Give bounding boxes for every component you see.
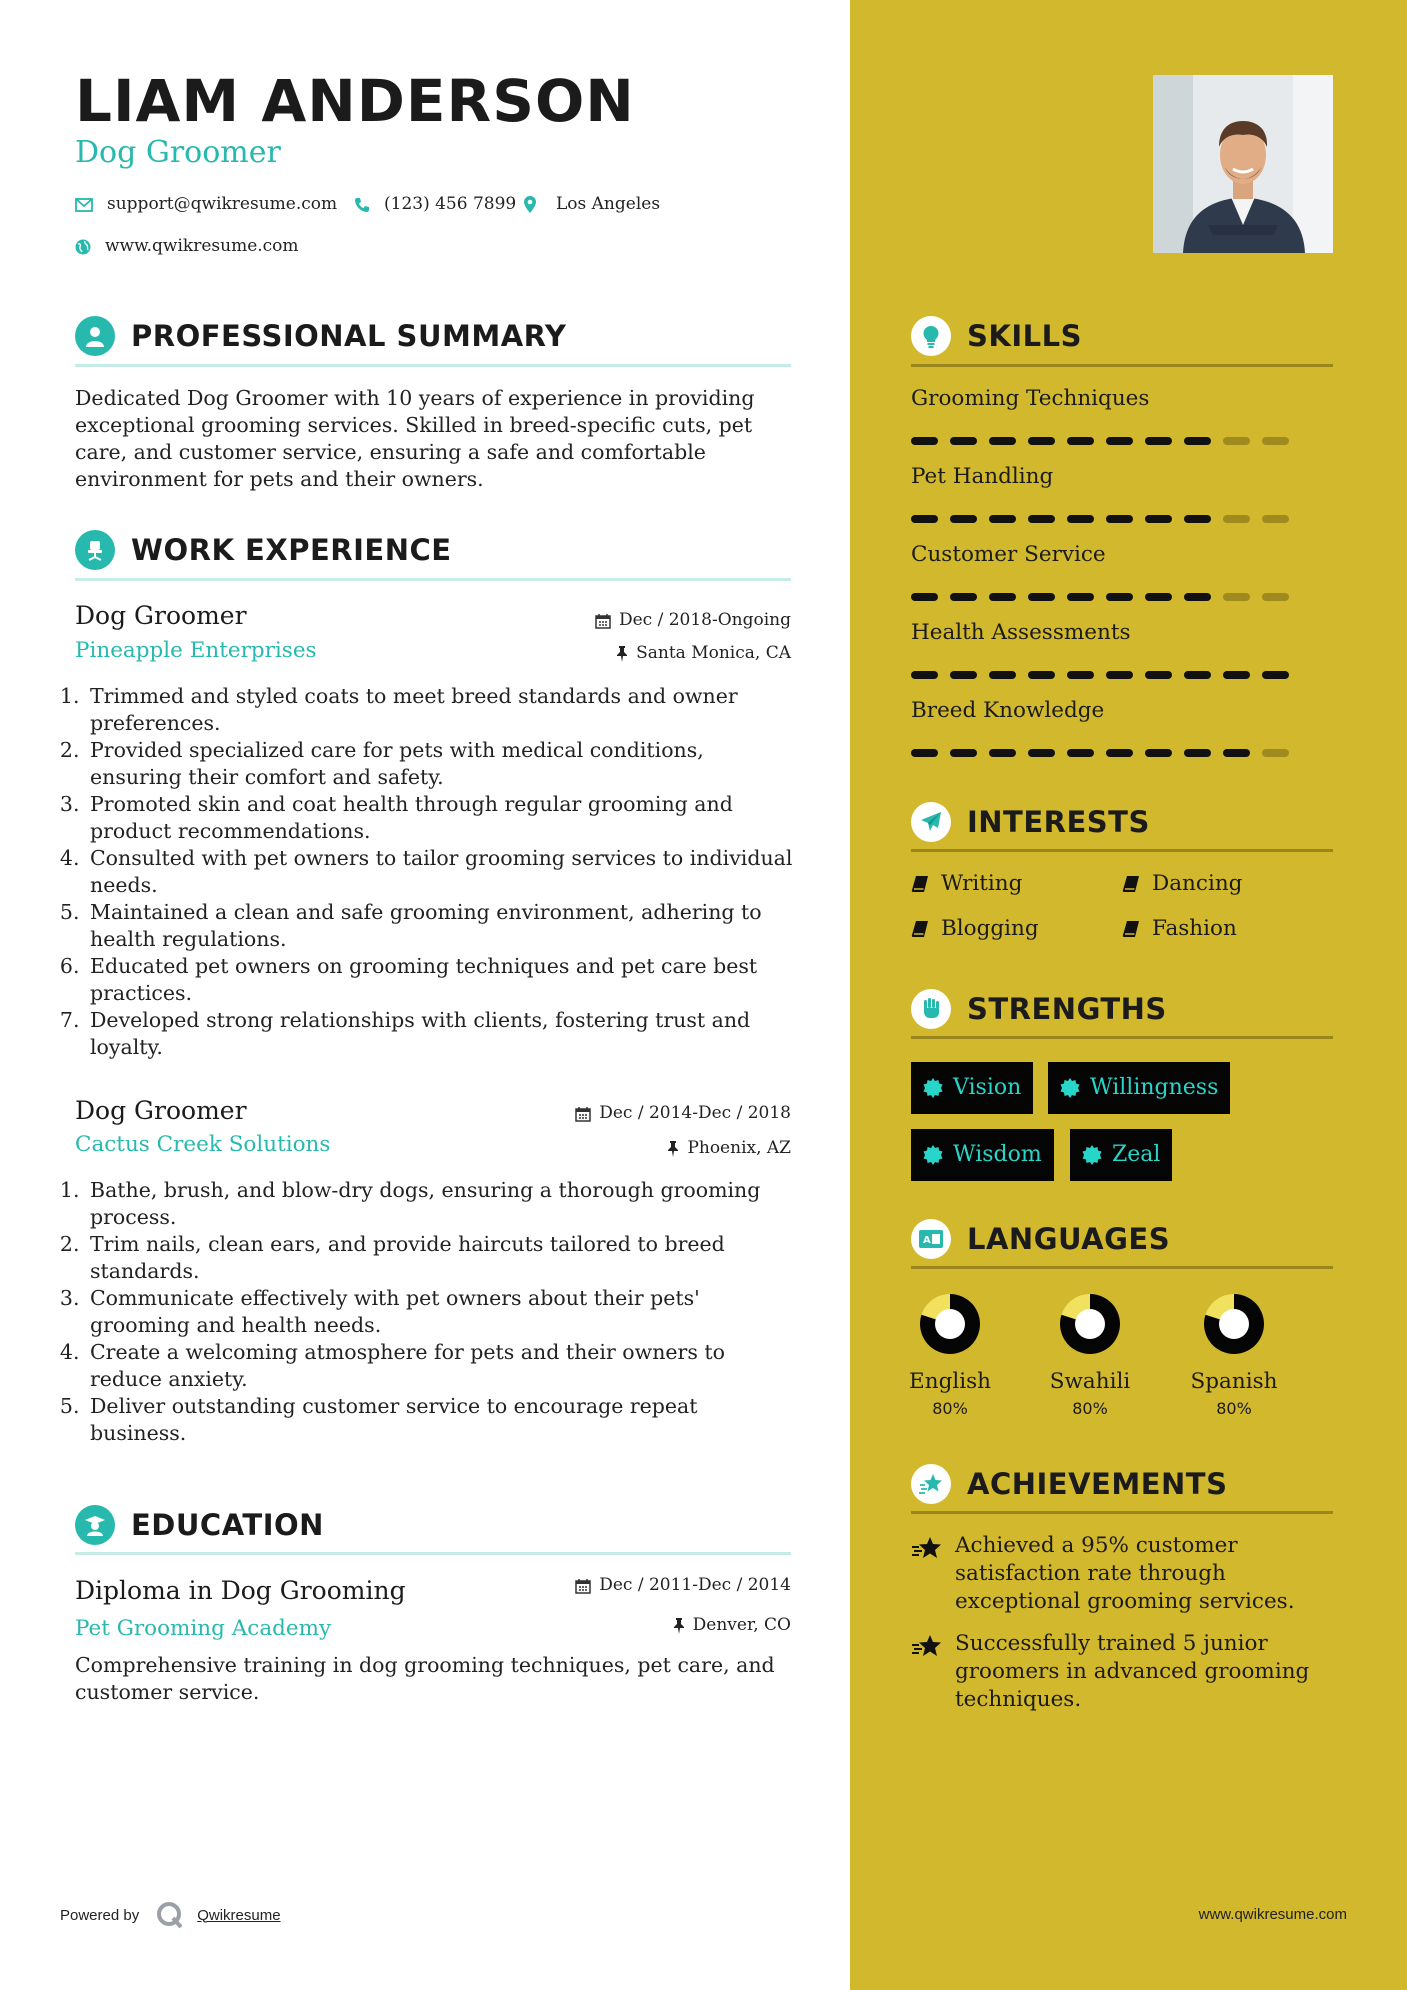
achievement-item (911, 1630, 1321, 1714)
skill-dash-filled (1223, 749, 1250, 757)
skill-dash-filled (989, 671, 1016, 679)
footer-branding (60, 1900, 281, 1930)
skill-rating (911, 593, 1289, 601)
summary-divider (75, 364, 791, 367)
achievements-divider (911, 1511, 1333, 1514)
job-dates-text: Dec / 2018-Ongoing (618, 610, 791, 630)
job-company: Cactus Creek Solutions (75, 1132, 331, 1157)
skill-rating (911, 437, 1289, 445)
skill-name: Grooming Techniques (911, 386, 1150, 411)
achievements-heading (911, 1464, 1227, 1504)
calendar-icon (595, 613, 611, 629)
graduate-icon (75, 1505, 115, 1545)
interests-heading (911, 802, 1150, 842)
svg-text:A: A (923, 1235, 931, 1246)
language-gauge (917, 1291, 983, 1357)
skill-dash-filled (1262, 671, 1289, 679)
book-icon (1122, 920, 1140, 938)
skill-dash-filled (950, 515, 977, 523)
strengths-heading (911, 989, 1167, 1029)
interest-label: Dancing (1152, 871, 1243, 896)
book-icon (911, 875, 929, 893)
list-item: 3. Promoted skin and coat health through regular grooming and product recommendations. (86, 791, 798, 845)
skill-dash-empty (1223, 515, 1250, 523)
skill-name: Health Assessments (911, 620, 1131, 645)
skill-dash-filled (1067, 749, 1094, 757)
job-dates-text: Dec / 2014-Dec / 2018 (599, 1103, 791, 1123)
skill-dash-filled (1145, 515, 1172, 523)
profile-photo (1153, 75, 1333, 253)
job-bullets (68, 683, 798, 1061)
skill-dash-filled (1106, 515, 1133, 523)
email-text: support@qwikresume.com (107, 194, 338, 214)
skill-name: Customer Service (911, 542, 1106, 567)
gauge-hole (1075, 1309, 1105, 1339)
strength-badge (911, 1129, 1054, 1181)
school-name: Pet Grooming Academy (75, 1616, 332, 1641)
website-text: www.qwikresume.com (105, 236, 299, 256)
job-location-text: Phoenix, AZ (687, 1138, 791, 1158)
raised-fist-icon (911, 989, 951, 1029)
map-marker-icon (524, 196, 536, 213)
interest-label: Blogging (941, 916, 1039, 941)
skill-dash-filled (911, 437, 938, 445)
skill-dash-filled (1184, 515, 1211, 523)
language-item (1035, 1291, 1145, 1417)
location-contact (524, 196, 660, 213)
interest-label: Writing (941, 871, 1023, 896)
badge-star-icon (1060, 1078, 1080, 1098)
skill-dash-filled (1028, 749, 1055, 757)
translate-icon (911, 1219, 951, 1259)
lightbulb-icon (911, 316, 951, 356)
job-location-text: Santa Monica, CA (636, 643, 791, 663)
experience-divider (75, 578, 791, 581)
list-item: 3. Communicate effectively with pet owners about their pets' grooming and health needs. (86, 1285, 798, 1339)
job-location (616, 645, 791, 662)
shooting-star-icon (911, 1634, 943, 1658)
list-item: 4. Consulted with pet owners to tailor grooming services to individual needs. (86, 845, 798, 899)
skill-dash-filled (1145, 671, 1172, 679)
education-location (673, 1617, 791, 1634)
envelope-icon (75, 198, 93, 212)
skill-name: Breed Knowledge (911, 698, 1105, 723)
candidate-title: Dog Groomer (75, 135, 281, 170)
skill-dash-filled (950, 593, 977, 601)
skill-dash-filled (1223, 671, 1250, 679)
paper-plane-icon (911, 802, 951, 842)
education-heading (75, 1505, 324, 1545)
email-contact[interactable] (75, 196, 337, 213)
education-heading-label: EDUCATION (131, 1508, 324, 1542)
skill-rating (911, 671, 1289, 679)
language-gauge (1201, 1291, 1267, 1357)
list-item: 5. Maintained a clean and safe grooming environment, adhering to health regulations. (86, 899, 798, 953)
language-gauge (1057, 1291, 1123, 1357)
languages-divider (911, 1266, 1333, 1269)
skill-dash-filled (989, 749, 1016, 757)
skill-dash-filled (1028, 437, 1055, 445)
skill-dash-filled (1067, 437, 1094, 445)
skill-dash-filled (1028, 671, 1055, 679)
languages-heading (911, 1219, 1170, 1259)
language-percent: 80% (932, 1398, 968, 1418)
strength-label: Willingness (1090, 1075, 1219, 1100)
strength-label: Zeal (1112, 1142, 1161, 1167)
skills-divider (911, 364, 1333, 367)
achievement-text: Successfully trained 5 junior groomers in advanced grooming techniques. (955, 1631, 1310, 1712)
shooting-star-icon (911, 1536, 943, 1560)
language-name: Spanish (1190, 1369, 1278, 1394)
list-item: 1. Bathe, brush, and blow-dry dogs, ensuring a thorough grooming process. (86, 1177, 798, 1231)
skill-dash-filled (950, 437, 977, 445)
skill-dash-filled (1184, 593, 1211, 601)
skill-dash-filled (989, 515, 1016, 523)
skill-dash-filled (1106, 437, 1133, 445)
skills-heading (911, 316, 1082, 356)
interest-item (911, 873, 1022, 895)
strength-badge (1048, 1062, 1230, 1114)
skill-dash-filled (950, 749, 977, 757)
shooting-star-icon (911, 1464, 951, 1504)
list-item: 2. Trim nails, clean ears, and provide haircuts tailored to breed standards. (86, 1231, 798, 1285)
strength-badge (1070, 1129, 1172, 1181)
website-contact[interactable] (75, 238, 299, 255)
strength-label: Wisdom (953, 1142, 1042, 1167)
location-text: Los Angeles (556, 194, 661, 214)
skill-dash-empty (1262, 749, 1289, 757)
education-divider (75, 1552, 791, 1555)
education-dates-text: Dec / 2011-Dec / 2014 (599, 1575, 791, 1595)
pushpin-icon (673, 1618, 685, 1634)
language-item (895, 1291, 1005, 1417)
pushpin-icon (667, 1141, 679, 1157)
skill-dash-filled (911, 749, 938, 757)
qwikresume-link[interactable]: Qwikresume (197, 1906, 281, 1924)
job-company: Pineapple Enterprises (75, 638, 317, 663)
skill-dash-empty (1262, 515, 1289, 523)
job-title: Dog Groomer (75, 1096, 247, 1125)
strength-badge (911, 1062, 1033, 1114)
summary-text: Dedicated Dog Groomer with 10 years of experience in providing exceptional grooming services. Skilled in breed-specific cuts, pet care, and customer service, ensuring a safe and comfortable environment for pets and their owners. (75, 386, 755, 491)
achievements-heading-label: ACHIEVEMENTS (967, 1467, 1228, 1501)
skill-dash-filled (1145, 437, 1172, 445)
skill-dash-empty (1262, 593, 1289, 601)
job-dates (595, 612, 791, 629)
skill-dash-filled (1106, 671, 1133, 679)
badge-star-icon (923, 1078, 943, 1098)
skill-dash-empty (1223, 437, 1250, 445)
skill-dash-filled (1067, 593, 1094, 601)
interests-heading-label: INTERESTS (967, 805, 1150, 839)
candidate-name: LIAM ANDERSON (75, 67, 635, 135)
list-item: 1. Trimmed and styled coats to meet breed standards and owner preferences. (86, 683, 798, 737)
phone-icon (354, 197, 370, 213)
summary-heading-label: PROFESSIONAL SUMMARY (131, 319, 567, 353)
globe-icon (75, 239, 91, 255)
list-item: 2. Provided specialized care for pets with medical conditions, ensuring their comfort and safety. (86, 737, 798, 791)
experience-heading-label: WORK EXPERIENCE (131, 533, 452, 567)
phone-text: (123) 456 7899 (384, 194, 517, 214)
skill-dash-empty (1223, 593, 1250, 601)
job-dates (575, 1105, 791, 1122)
skill-dash-filled (989, 593, 1016, 601)
skill-dash-filled (1145, 749, 1172, 757)
job-title: Dog Groomer (75, 601, 247, 630)
skill-dash-filled (1028, 593, 1055, 601)
interest-item (1122, 918, 1237, 940)
summary-heading (75, 316, 566, 356)
skill-dash-filled (1067, 671, 1094, 679)
interest-item (1122, 873, 1242, 895)
strengths-divider (911, 1036, 1333, 1039)
list-item: 7. Developed strong relationships with clients, fostering trust and loyalty. (86, 1007, 798, 1061)
skill-rating (911, 749, 1289, 757)
education-dates (575, 1577, 791, 1594)
language-name: Swahili (1049, 1369, 1131, 1394)
gauge-hole (1219, 1309, 1249, 1339)
language-item (1179, 1291, 1289, 1417)
skill-dash-filled (989, 437, 1016, 445)
list-item: 6. Educated pet owners on grooming techniques and pet care best practices. (86, 953, 798, 1007)
interest-item (911, 918, 1039, 940)
calendar-icon (575, 1578, 591, 1594)
skills-heading-label: SKILLS (967, 319, 1082, 353)
pushpin-icon (616, 646, 628, 662)
education-description: Comprehensive training in dog grooming techniques, pet care, and customer service. (75, 1653, 775, 1704)
footer-website[interactable]: www.qwikresume.com (1198, 1906, 1347, 1923)
experience-heading (75, 530, 452, 570)
achievement-text: Achieved a 95% customer satisfaction rate through exceptional grooming services. (955, 1533, 1295, 1614)
skill-dash-filled (1184, 671, 1211, 679)
skill-rating (911, 515, 1289, 523)
achievement-item (911, 1532, 1321, 1616)
skill-dash-filled (1067, 515, 1094, 523)
skill-dash-filled (1145, 593, 1172, 601)
skill-name: Pet Handling (911, 464, 1054, 489)
badge-star-icon (923, 1145, 943, 1165)
interest-label: Fashion (1152, 916, 1237, 941)
interests-divider (911, 849, 1333, 852)
book-icon (1122, 875, 1140, 893)
language-percent: 80% (1072, 1398, 1108, 1418)
skill-dash-filled (950, 671, 977, 679)
badge-star-icon (1082, 1145, 1102, 1165)
skill-dash-filled (911, 515, 938, 523)
book-icon (911, 920, 929, 938)
language-percent: 80% (1216, 1398, 1252, 1418)
powered-by-label: Powered by (60, 1906, 140, 1924)
user-icon (75, 316, 115, 356)
list-item: 4. Create a welcoming atmosphere for pets and their owners to reduce anxiety. (86, 1339, 798, 1393)
skill-dash-filled (911, 593, 938, 601)
phone-contact[interactable] (354, 196, 516, 213)
skill-dash-filled (1028, 515, 1055, 523)
qwikresume-logo-icon (155, 1900, 185, 1930)
degree-title: Diploma in Dog Grooming (75, 1576, 406, 1605)
skill-dash-filled (1106, 593, 1133, 601)
strength-label: Vision (953, 1075, 1022, 1100)
skill-dash-filled (1184, 749, 1211, 757)
strengths-heading-label: STRENGTHS (967, 992, 1167, 1026)
languages-heading-label: LANGUAGES (967, 1222, 1171, 1256)
list-item: 5. Deliver outstanding customer service to encourage repeat business. (86, 1393, 798, 1447)
job-location (667, 1140, 791, 1157)
office-chair-icon (75, 530, 115, 570)
gauge-hole (935, 1309, 965, 1339)
calendar-icon (575, 1106, 591, 1122)
education-location-text: Denver, CO (692, 1615, 791, 1635)
skill-dash-filled (1184, 437, 1211, 445)
skill-dash-empty (1262, 437, 1289, 445)
skill-dash-filled (1106, 749, 1133, 757)
language-name: English (909, 1369, 991, 1394)
job-bullets (68, 1177, 798, 1447)
skill-dash-filled (911, 671, 938, 679)
